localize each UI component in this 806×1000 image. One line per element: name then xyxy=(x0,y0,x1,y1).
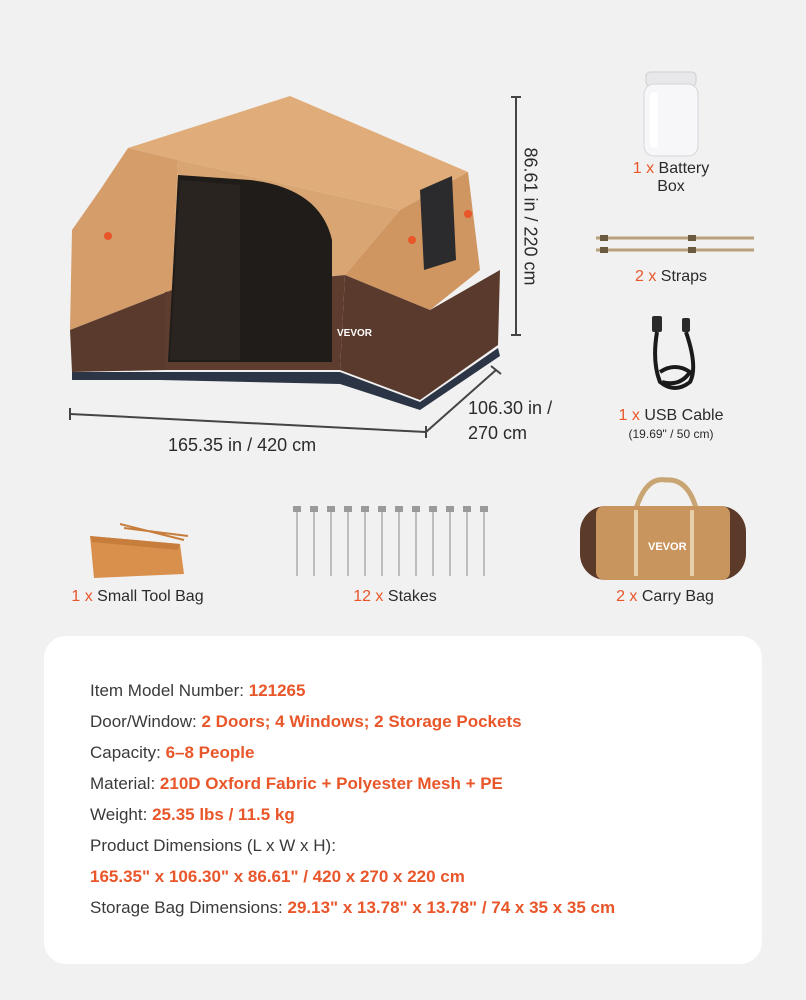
width-depth-dimension-lines xyxy=(66,360,516,440)
battery-box-image xyxy=(640,70,702,160)
width-dimension-label: 165.35 in / 420 cm xyxy=(168,435,317,455)
spec-storage-bag-dimensions: Storage Bag Dimensions: 29.13" x 13.78" x 13.78" / 74 x 35 x 35 cm xyxy=(90,898,616,917)
specifications-card xyxy=(44,636,762,964)
straps-image xyxy=(590,230,760,260)
svg-text:VEVOR: VEVOR xyxy=(337,328,373,339)
spec-product-dimensions-value: 165.35" x 106.30" x 86.61" / 420 x 270 x 220 cm xyxy=(90,867,465,886)
usb-cable-image xyxy=(640,312,710,394)
depth-dimension-label-line1: 106.30 in / xyxy=(468,398,553,418)
straps-label: 2 x Straps xyxy=(634,268,708,285)
small-tool-bag-label: 1 x Small Tool Bag xyxy=(71,588,204,605)
usb-cable-length-note: (19.69" / 50 cm) xyxy=(628,427,714,441)
stakes-label: 12 x Stakes xyxy=(353,588,437,605)
height-dimension-line xyxy=(515,96,517,336)
spec-material: Material: 210D Oxford Fabric + Polyester Mesh + PE xyxy=(90,774,503,793)
spec-weight: Weight: 25.35 lbs / 11.5 kg xyxy=(90,805,295,824)
spec-door-window: Door/Window: 2 Doors; 4 Windows; 2 Storage Pockets xyxy=(90,712,522,731)
spec-capacity: Capacity: 6–8 People xyxy=(90,743,255,762)
svg-text:VEVOR: VEVOR xyxy=(648,541,687,553)
battery-box-label: 1 x Battery Box xyxy=(632,160,710,195)
height-dim-cap-top xyxy=(511,96,521,98)
carry-bag-image xyxy=(574,470,754,586)
stakes-image xyxy=(285,500,495,582)
usb-cable-label: 1 x USB Cable xyxy=(618,407,724,424)
carry-bag-label: 2 x Carry Bag xyxy=(616,588,714,605)
spec-product-dimensions-label: Product Dimensions (L x W x H): xyxy=(90,836,336,855)
small-tool-bag-image xyxy=(84,520,194,582)
spec-model-number: Item Model Number: 121265 xyxy=(90,681,306,700)
depth-dimension-label-line2: 270 cm xyxy=(468,423,528,443)
height-dim-cap-bottom xyxy=(511,334,521,336)
height-dimension-label: 86.61 in / 220 cm xyxy=(520,147,541,286)
